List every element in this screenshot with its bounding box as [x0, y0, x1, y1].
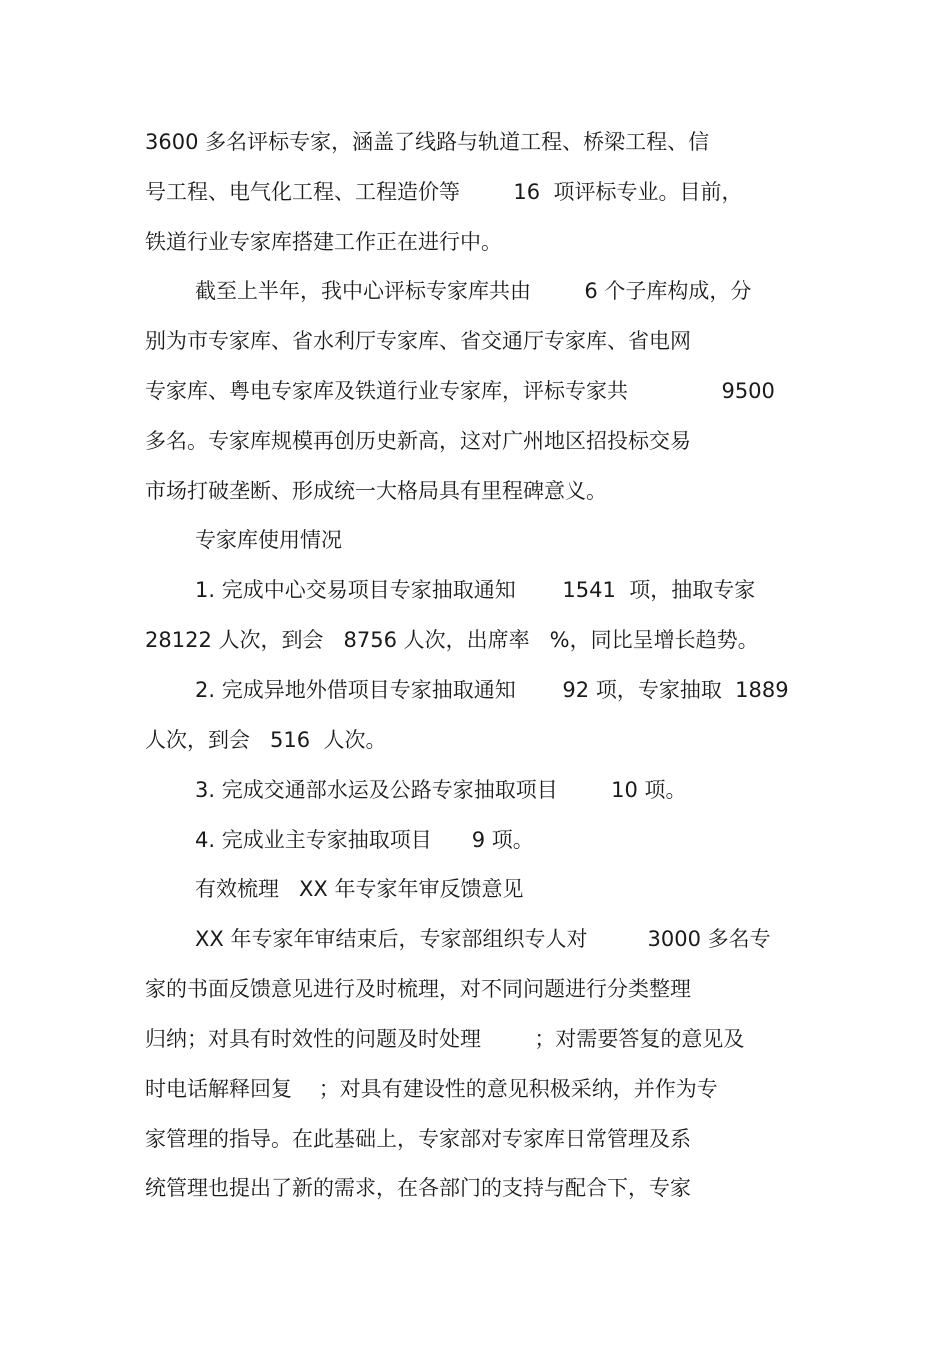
text-line: 人次，到会 516 人次。 [145, 728, 387, 752]
text-line: 号工程、电气化工程、工程造价等 16 项评标专业。目前， [145, 180, 743, 204]
text-line: 1. 完成中心交易项目专家抽取通知 1541 项，抽取专家 [195, 578, 756, 602]
section-heading: 有效梳理 XX 年专家年审反馈意见 [195, 877, 524, 901]
text-line: 家的书面反馈意见进行及时梳理，对不同问题进行分类整理 [145, 977, 691, 1001]
text-line: 截至上半年，我中心评标专家库共由 6 个子库构成，分 [195, 279, 752, 303]
text-line: 统管理也提出了新的需求，在各部门的支持与配合下，专家 [145, 1176, 691, 1200]
text-line: 3. 完成交通部水运及公路专家抽取项目 10 项。 [195, 778, 687, 802]
text-line: 专家库、粤电专家库及铁道行业专家库，评标专家共 9500 [145, 379, 775, 403]
text-line: 3600 多名评标专家，涵盖了线路与轨道工程、桥梁工程、信 [145, 130, 710, 154]
text-line: 4. 完成业主专家抽取项目 9 项。 [195, 828, 534, 852]
text-line: 铁道行业专家库搭建工作正在进行中。 [145, 230, 502, 254]
text-line: 多名。专家库规模再创历史新高，这对广州地区招投标交易 [145, 429, 691, 453]
text-line: XX 年专家年审结束后，专家部组织专人对 3000 多名专 [195, 927, 771, 951]
text-line: 别为市专家库、省水利厅专家库、省交通厅专家库、省电网 [145, 329, 691, 353]
text-line: 2. 完成异地外借项目专家抽取通知 92 项，专家抽取 1889 [195, 678, 789, 702]
text-line: 市场打破垄断、形成统一大格局具有里程碑意义。 [145, 479, 607, 503]
text-line: 时电话解释回复 ；对具有建设性的意见积极采纳，并作为专 [145, 1077, 718, 1101]
text-line: 28122 人次，到会 8756 人次，出席率 %，同比呈增长趋势。 [145, 628, 759, 652]
text-line: 家管理的指导。在此基础上，专家部对专家库日常管理及系 [145, 1127, 691, 1151]
text-line: 归纳；对具有时效性的问题及时处理 ；对需要答复的意见及 [145, 1027, 745, 1051]
section-heading: 专家库使用情况 [195, 528, 342, 552]
